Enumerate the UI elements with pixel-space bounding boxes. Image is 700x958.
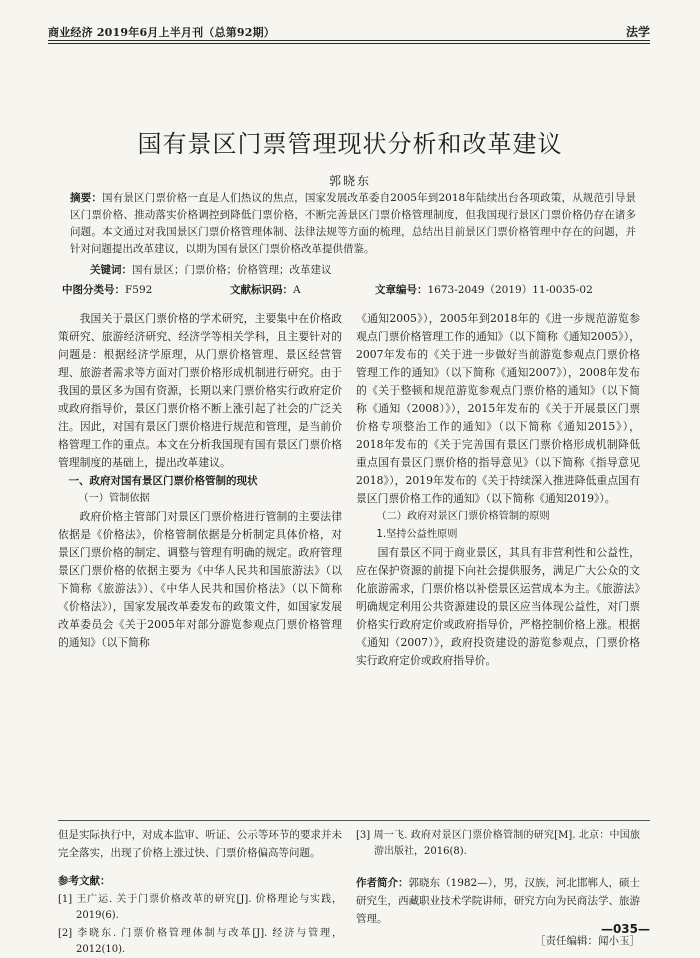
article-title: 国有景区门票管理现状分析和改革建议 <box>137 130 563 158</box>
abstract-label: 摘要： <box>70 192 103 204</box>
keywords-label: 关键词： <box>90 264 132 276</box>
abstract <box>70 190 636 258</box>
responsible-editor: ［责任编辑：闻小玉］ <box>535 935 640 947</box>
section-heading: 一、政府对国有景区门票价格管制的现状 <box>68 475 258 487</box>
page-number: —035— <box>600 922 650 936</box>
doc-code <box>230 282 375 299</box>
paragraph: 我国关于景区门票价格的学术研究，主要集中在价格政策研究、旅游经济研究、经济学等相关学科，且主要针对的问题是：根据经济学原理，从门票价格管理、景区经营管理、旅游者需求等方面对门票价格形成机制进行研究。由于我国的景区多为国有资源，长期以来门票价格实行政府定价或政府指导价，景区门票价格不断上涨引起了社会的广泛关注。因此，对国有景区门票价格进行规范和管理，是当前价格管理工作的重点。本文在分析我国现有国有景区门票价格管理制度的基础上，提出改革建议。 <box>58 312 342 469</box>
subsection-heading: 1.坚持公益性原则 <box>376 529 458 540</box>
paragraph-tail: 但是实际执行中，对成本监审、听证、公示等环节的要求并未完全落实，出现了价格上涨过快、门票价格偏高等问题。 <box>58 829 342 859</box>
references-heading: 参考文献： <box>58 875 111 887</box>
footnote-rule <box>58 820 650 821</box>
article-label: 文章编号： <box>375 284 428 296</box>
clc-code <box>62 282 230 299</box>
keywords <box>90 262 636 279</box>
paragraph: 政府价格主管部门对景区门票价格进行管制的主要法律依据是《价格法》，价格管制依据是分析制定具体价格，对景区门票价格的制定、调整与管理有明确的规定。政府管理景区门票价格的依据主要为《中华人民共和国旅游法》（以下简称《旅游法》）、《中华人民共和国价格法》（以下简称《价格法》），国家发展改革委发布的政策文件，如国家发展改革委员会《关于2005年对部分游览参观点门票价格管理的通知》（以下简称 <box>58 510 342 649</box>
paragraph: 国有景区不同于商业景区，其具有非营利性和公益性，应在保护资源的前提下向社会提供服务，满足广大公众的文化旅游需求，门票价格以补偿景区运营成本为主。《旅游法》明确规定利用公共资源建设的景区应当体现公益性，对门票价格实行政府定价或政府指导价，严格控制价格上涨。根据《通知（2007）》，政府投资建设的游览参观点，门票价格实行政府定价或政府指导价。 <box>356 546 640 667</box>
keywords-text: 国有景区；门票价格；价格管理；改革建议 <box>132 264 332 276</box>
article-number <box>375 282 636 299</box>
journal-issue: 商业经济 2019年6月上半月刊（总第92期） <box>48 26 276 39</box>
doc-value: A <box>293 284 301 296</box>
header-rule <box>48 40 650 41</box>
abstract-text: 国有景区门票价格一直是人们热议的焦点，国家发展改革委自2005年到2018年陆续出台各项政策，从规范引导景区门票价格、推动落实价格调控到降低门票价格，不断完善景区门票价格管理制度，但我国现行景区门票价格仍存在诸多问题。本文通过对我国景区门票价格管理体制、法律法规等方面的梳理，总结出目前景区门票价格管理中存在的问题，并针对问题提出改革建议，以期为国有景区门票价格改革提供借鉴。 <box>70 192 636 255</box>
section-label: 法学 <box>625 25 650 39</box>
bottom-column-right <box>356 826 640 950</box>
author-bio <box>356 874 640 928</box>
classification-row <box>62 282 636 299</box>
article-value: 1673-2049（2019）11-0035-02 <box>427 284 593 296</box>
clc-value: F592 <box>125 284 153 296</box>
author-bio-text: 郭晓东（1982—），男，汉族，河北邯郸人，硕士研究生，西藏职业技术学院讲师，研究方向为民商法学、旅游管理。 <box>356 877 640 925</box>
author-bio-label: 作者简介： <box>356 877 409 889</box>
body-column-right <box>356 310 640 670</box>
header-rule-thin <box>48 43 650 44</box>
reference-item: [1] 王广运. 关于门票价格改革的研究[J]. 价格理论与实践，2019(6). <box>58 894 342 921</box>
reference-item: [2] 李晓东. 门票价格管理体制与改革[J]. 经济与管理，2012(10). <box>58 928 342 955</box>
article-author: 郭晓东 <box>328 174 371 188</box>
paragraph: 《通知2005》），2005年到2018年的《进一步规范游览参观点门票价格管理工作的通知》（以下简称《通知2005》），2007年发布的《关于进一步做好当前游览参观点门票价格管理工作的通知》（以下简称《通知2007》），2008年发布的《关于整顿和规范游览参观点门票价格的通知》（以下简称《通知（2008）》），2015年发布的《关于开展景区门票价格专项整治工作的通知》（以下简称《通知2015》），2018年发布的《关于完善国有景区门票价格形成机制降低重点国有景区门票价格的指导意见》（以下简称《指导意见2018》），2019年发布的《关于持续深入推进降低重点国有景区门票价格工作的通知》（以下简称《通知2019》）。 <box>356 312 640 505</box>
doc-label: 文献标识码： <box>230 284 293 296</box>
subsection-heading: （二）政府对景区门票价格管制的原则 <box>376 511 550 522</box>
bottom-column-left <box>58 826 342 958</box>
clc-label: 中图分类号： <box>62 284 125 296</box>
subsection-heading: （一）管制依据 <box>78 493 150 504</box>
body-column-left <box>58 310 342 652</box>
reference-item: [3] 周一飞. 政府对景区门票价格管制的研究[M]. 北京：中国旅游出版社，2016(8). <box>356 830 640 857</box>
running-header <box>48 18 650 40</box>
